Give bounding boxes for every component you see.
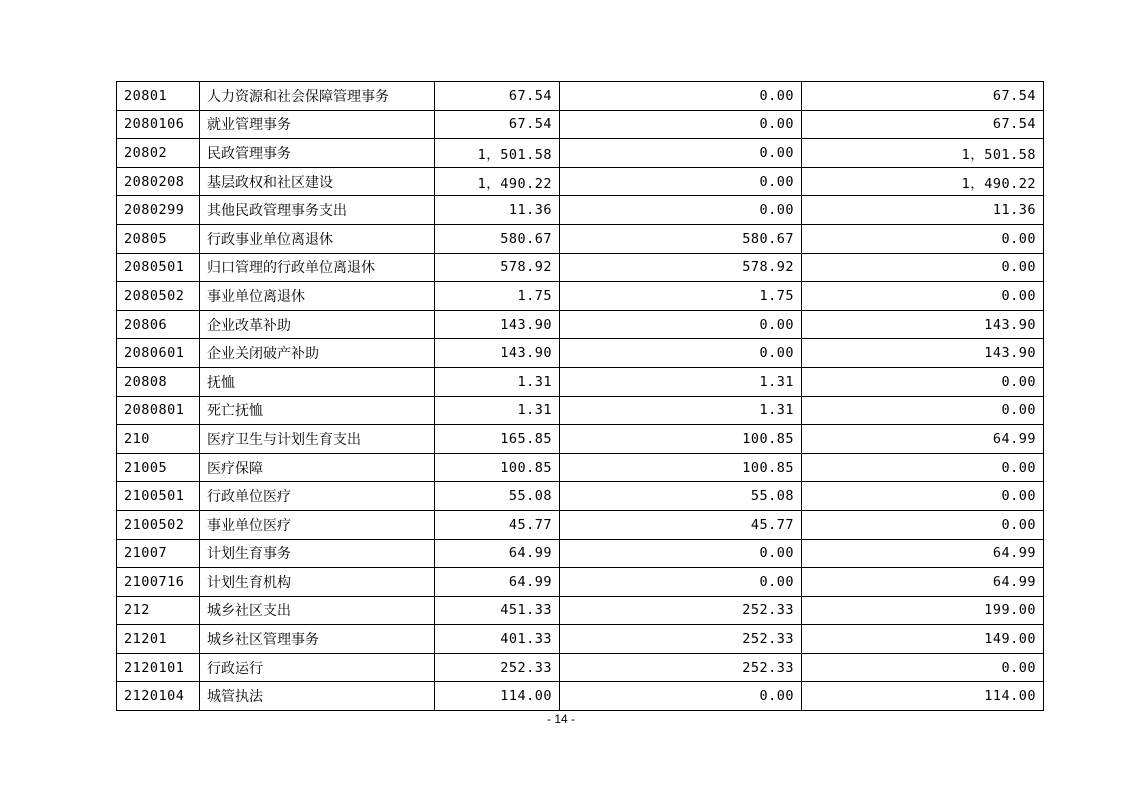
subject-code-cell: 21007: [117, 539, 200, 568]
subject-name-cell: 企业关闭破产补助: [200, 339, 435, 368]
subject-name-cell: 死亡抚恤: [200, 396, 435, 425]
subject-name-cell: 事业单位离退休: [200, 282, 435, 311]
project-expenditure-cell: 143.90: [802, 339, 1044, 368]
project-expenditure-cell: 199.00: [802, 596, 1044, 625]
project-expenditure-cell: 67.54: [802, 82, 1044, 111]
basic-expenditure-cell: 55.08: [560, 482, 802, 511]
total-amount-cell: 11.36: [435, 196, 560, 225]
table-row: [117, 310, 1044, 339]
basic-expenditure-cell: 1.31: [560, 396, 802, 425]
total-amount-cell: 1.31: [435, 396, 560, 425]
table-row: [117, 282, 1044, 311]
subject-code-cell: 20801: [117, 82, 200, 111]
subject-code-cell: 2080501: [117, 253, 200, 282]
project-expenditure-cell: 0.00: [802, 482, 1044, 511]
basic-expenditure-cell: 0.00: [560, 167, 802, 196]
table-row: [117, 167, 1044, 196]
subject-code-cell: 20802: [117, 139, 200, 168]
table-row: [117, 110, 1044, 139]
total-amount-cell: 578.92: [435, 253, 560, 282]
project-expenditure-cell: 0.00: [802, 510, 1044, 539]
budget-table-body: [117, 82, 1044, 711]
subject-code-cell: 20805: [117, 224, 200, 253]
table-row: [117, 482, 1044, 511]
total-amount-cell: 67.54: [435, 82, 560, 111]
subject-code-cell: 210: [117, 425, 200, 454]
subject-name-cell: 人力资源和社会保障管理事务: [200, 82, 435, 111]
subject-code-cell: 2080502: [117, 282, 200, 311]
basic-expenditure-cell: 252.33: [560, 653, 802, 682]
total-amount-cell: 451.33: [435, 596, 560, 625]
project-expenditure-cell: 114.00: [802, 682, 1044, 711]
table-row: [117, 196, 1044, 225]
total-amount-cell: 401.33: [435, 625, 560, 654]
subject-name-cell: 民政管理事务: [200, 139, 435, 168]
basic-expenditure-cell: 0.00: [560, 339, 802, 368]
basic-expenditure-cell: 45.77: [560, 510, 802, 539]
basic-expenditure-cell: 0.00: [560, 539, 802, 568]
table-row: [117, 367, 1044, 396]
subject-name-cell: 归口管理的行政单位离退休: [200, 253, 435, 282]
basic-expenditure-cell: 0.00: [560, 682, 802, 711]
table-row: [117, 396, 1044, 425]
table-row: [117, 139, 1044, 168]
subject-name-cell: 行政事业单位离退休: [200, 224, 435, 253]
subject-code-cell: 2080299: [117, 196, 200, 225]
basic-expenditure-cell: 100.85: [560, 453, 802, 482]
budget-table: [116, 81, 1044, 711]
total-amount-cell: 1.31: [435, 367, 560, 396]
total-amount-cell: 165.85: [435, 425, 560, 454]
subject-code-cell: 2080801: [117, 396, 200, 425]
table-row: [117, 453, 1044, 482]
total-amount-cell: 45.77: [435, 510, 560, 539]
project-expenditure-cell: 64.99: [802, 539, 1044, 568]
total-amount-cell: 143.90: [435, 339, 560, 368]
subject-code-cell: 2080106: [117, 110, 200, 139]
subject-code-cell: 21005: [117, 453, 200, 482]
table-row: [117, 625, 1044, 654]
project-expenditure-cell: 0.00: [802, 396, 1044, 425]
table-row: [117, 653, 1044, 682]
total-amount-cell: 64.99: [435, 568, 560, 597]
subject-code-cell: 20806: [117, 310, 200, 339]
subject-code-cell: 212: [117, 596, 200, 625]
subject-name-cell: 行政运行: [200, 653, 435, 682]
subject-name-cell: 事业单位医疗: [200, 510, 435, 539]
subject-name-cell: 计划生育机构: [200, 568, 435, 597]
basic-expenditure-cell: 0.00: [560, 196, 802, 225]
project-expenditure-cell: 0.00: [802, 253, 1044, 282]
total-amount-cell: 67.54: [435, 110, 560, 139]
basic-expenditure-cell: 0.00: [560, 139, 802, 168]
basic-expenditure-cell: 252.33: [560, 625, 802, 654]
total-amount-cell: 1，490.22: [435, 167, 560, 196]
subject-name-cell: 基层政权和社区建设: [200, 167, 435, 196]
subject-name-cell: 城管执法: [200, 682, 435, 711]
total-amount-cell: 252.33: [435, 653, 560, 682]
table-row: [117, 596, 1044, 625]
total-amount-cell: 143.90: [435, 310, 560, 339]
basic-expenditure-cell: 0.00: [560, 568, 802, 597]
budget-table-container: [116, 81, 1043, 711]
project-expenditure-cell: 11.36: [802, 196, 1044, 225]
subject-name-cell: 抚恤: [200, 367, 435, 396]
table-row: [117, 539, 1044, 568]
subject-name-cell: 其他民政管理事务支出: [200, 196, 435, 225]
total-amount-cell: 1.75: [435, 282, 560, 311]
table-row: [117, 682, 1044, 711]
table-row: [117, 224, 1044, 253]
subject-code-cell: 2100716: [117, 568, 200, 597]
project-expenditure-cell: 0.00: [802, 653, 1044, 682]
table-row: [117, 568, 1044, 597]
total-amount-cell: 580.67: [435, 224, 560, 253]
subject-name-cell: 城乡社区支出: [200, 596, 435, 625]
total-amount-cell: 114.00: [435, 682, 560, 711]
subject-code-cell: 2080601: [117, 339, 200, 368]
subject-code-cell: 21201: [117, 625, 200, 654]
basic-expenditure-cell: 1.75: [560, 282, 802, 311]
subject-code-cell: 2120101: [117, 653, 200, 682]
project-expenditure-cell: 0.00: [802, 453, 1044, 482]
project-expenditure-cell: 1，490.22: [802, 167, 1044, 196]
project-expenditure-cell: 0.00: [802, 282, 1044, 311]
subject-name-cell: 就业管理事务: [200, 110, 435, 139]
subject-name-cell: 行政单位医疗: [200, 482, 435, 511]
basic-expenditure-cell: 0.00: [560, 310, 802, 339]
total-amount-cell: 100.85: [435, 453, 560, 482]
project-expenditure-cell: 143.90: [802, 310, 1044, 339]
total-amount-cell: 1，501.58: [435, 139, 560, 168]
total-amount-cell: 55.08: [435, 482, 560, 511]
table-row: [117, 510, 1044, 539]
basic-expenditure-cell: 1.31: [560, 367, 802, 396]
basic-expenditure-cell: 0.00: [560, 110, 802, 139]
project-expenditure-cell: 149.00: [802, 625, 1044, 654]
total-amount-cell: 64.99: [435, 539, 560, 568]
subject-code-cell: 2100501: [117, 482, 200, 511]
basic-expenditure-cell: 580.67: [560, 224, 802, 253]
basic-expenditure-cell: 0.00: [560, 82, 802, 111]
subject-code-cell: 2080208: [117, 167, 200, 196]
basic-expenditure-cell: 100.85: [560, 425, 802, 454]
subject-name-cell: 计划生育事务: [200, 539, 435, 568]
subject-name-cell: 医疗保障: [200, 453, 435, 482]
table-row: [117, 339, 1044, 368]
table-row: [117, 425, 1044, 454]
project-expenditure-cell: 1，501.58: [802, 139, 1044, 168]
project-expenditure-cell: 67.54: [802, 110, 1044, 139]
project-expenditure-cell: 0.00: [802, 224, 1044, 253]
basic-expenditure-cell: 252.33: [560, 596, 802, 625]
subject-name-cell: 城乡社区管理事务: [200, 625, 435, 654]
table-row: [117, 82, 1044, 111]
subject-code-cell: 20808: [117, 367, 200, 396]
project-expenditure-cell: 64.99: [802, 568, 1044, 597]
page-number: - 14 -: [546, 712, 575, 726]
subject-name-cell: 企业改革补助: [200, 310, 435, 339]
subject-name-cell: 医疗卫生与计划生育支出: [200, 425, 435, 454]
basic-expenditure-cell: 578.92: [560, 253, 802, 282]
project-expenditure-cell: 0.00: [802, 367, 1044, 396]
subject-code-cell: 2100502: [117, 510, 200, 539]
subject-code-cell: 2120104: [117, 682, 200, 711]
project-expenditure-cell: 64.99: [802, 425, 1044, 454]
table-row: [117, 253, 1044, 282]
